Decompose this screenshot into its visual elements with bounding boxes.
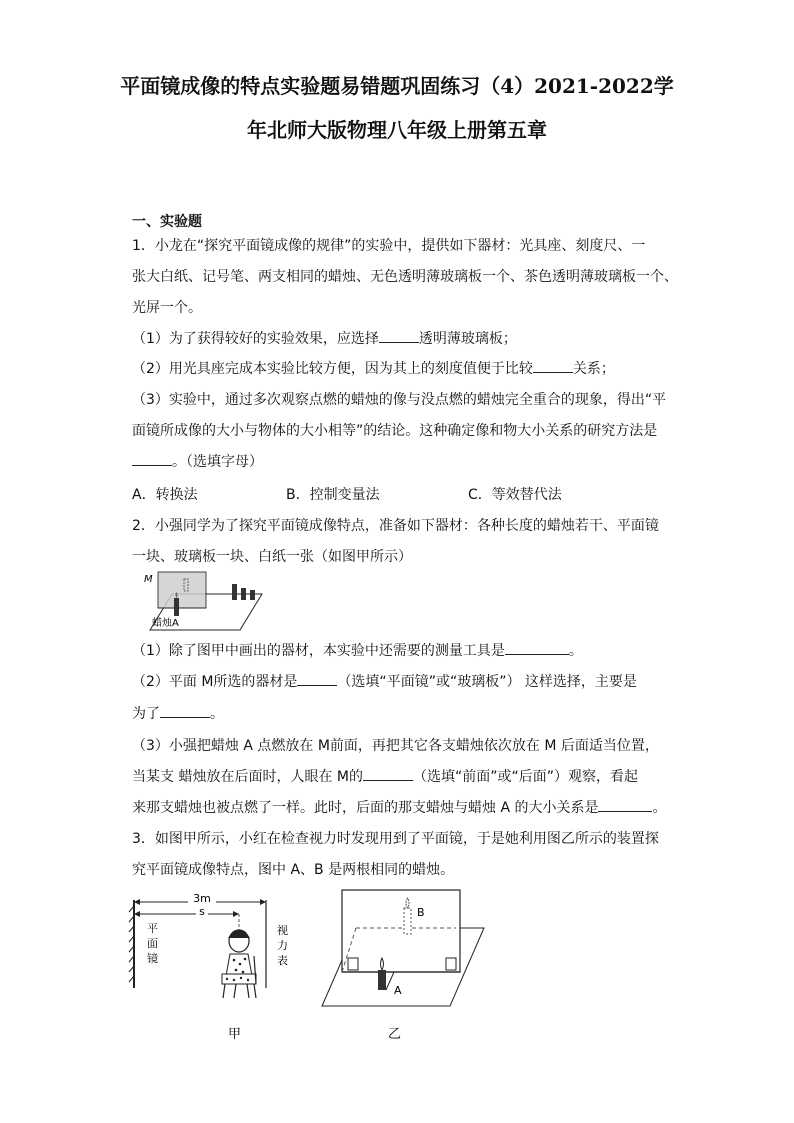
q2-sub-2-text-b: （选填“平面镜”或“玻璃板”） 这样选择，主要是 — [337, 674, 637, 690]
label-chart-char: 视 — [277, 924, 288, 937]
q3-stem-line-2: 究平面镜成像特点，图中 A、B 是两根相同的蜡烛。 — [132, 862, 455, 878]
label-chart-char: 力 — [277, 939, 288, 952]
label-yi: 乙 — [388, 1027, 402, 1042]
stand-right — [446, 958, 456, 970]
glass-plate-m — [158, 572, 206, 608]
arrow-head — [260, 899, 266, 905]
option-c: C．等效替代法 — [468, 487, 562, 503]
q1-options — [132, 484, 562, 504]
label-jia: 甲 — [228, 1027, 242, 1042]
spare-candle — [250, 590, 255, 600]
q1-sub-1 — [132, 328, 517, 348]
q1-stem-line-3: 光屏一个。 — [132, 300, 202, 316]
answer-blank[interactable] — [297, 671, 337, 686]
q2-sub-3-line-3 — [132, 797, 666, 817]
answer-blank[interactable] — [379, 328, 419, 343]
q1-sub-3-line-1: （3）实验中，通过多次观察点燃的蜡烛的像与没点燃的蜡烛完全重合的现象，得出“平 — [132, 392, 667, 408]
q2-sub-2-line-2 — [132, 703, 224, 723]
answer-blank[interactable] — [160, 703, 210, 718]
q1-sub-2 — [132, 358, 615, 378]
candle-a — [174, 598, 179, 616]
q2-sub-2-text-d: 。 — [210, 706, 224, 722]
q2-sub-3-text-c: 来那支蜡烛也被点燃了一样。此时，后面的那支蜡烛与蜡烛 A 的大小关系是 — [132, 800, 599, 816]
q1-sub-3-line-2: 面镜所成像的大小与物体的大小相等”的结论。这种确定像和物大小关系的研究方法是 — [132, 423, 658, 439]
spare-candle — [241, 588, 246, 600]
q2-sub-1-text-b: 。 — [568, 643, 583, 659]
section-heading: 一、实验题 — [132, 214, 202, 230]
label-m: M — [144, 574, 153, 585]
q1-sub-2-text-a: （2）用光具座完成本实验比较方便，因为其上的刻度值便于比较 — [132, 361, 533, 377]
q1-stem-line-2: 张大白纸、记号笔、两支相同的蜡烛、无色透明薄玻璃板一个、茶色透明薄玻璃板一个、 — [132, 269, 678, 285]
q2-sub-1-text-a: （1）除了图甲中画出的器材，本实验中还需要的测量工具是 — [132, 643, 505, 659]
girl-figure — [222, 930, 256, 998]
label-distance: 3m — [193, 892, 211, 905]
q2-sub-3-text-a: 当某支 蜡烛放在后面时，人眼在 M的 — [132, 769, 363, 785]
candle-b — [404, 908, 411, 934]
q2-sub-2-text-a: （2）平面 M所选的器材是 — [132, 674, 298, 690]
flame-icon — [381, 958, 384, 970]
q3-stem-line-1: 3．如图甲所示，小红在检查视力时发现用到了平面镜，于是她利用图乙所示的装置探 — [132, 831, 659, 847]
answer-blank[interactable] — [533, 358, 573, 373]
document-title-line-1: 平面镜成像的特点实验题易错题巩固练习（4）2021-2022学 — [120, 74, 674, 98]
q2-sub-3-line-1: （3）小强把蜡烛 A 点燃放在 M前面，再把其它各支蜡烛依次放在 M 后面适当位置， — [132, 738, 659, 754]
label-chart — [277, 924, 292, 967]
q2-sub-3-text-d: 。 — [652, 800, 667, 816]
label-s: s — [199, 905, 205, 918]
label-chart-char: 表 — [277, 954, 288, 967]
label-candle-a: 蜡烛A — [152, 618, 179, 629]
label-mirror — [147, 922, 162, 965]
q1-sub-1-text-a: （1）为了获得较好的实验效果，应选择 — [132, 331, 379, 347]
label-mirror-char: 面 — [147, 937, 158, 950]
answer-blank[interactable] — [505, 640, 569, 655]
q2-sub-3-line-2 — [132, 766, 638, 786]
figure-q2-jia — [140, 570, 270, 632]
q1-sub-2-text-b: 关系； — [572, 361, 615, 377]
q1-sub-3-line-3 — [132, 451, 263, 471]
q2-stem-line-2: 一块、玻璃板一块、白纸一张（如图甲所示） — [132, 549, 412, 565]
answer-blank[interactable] — [598, 797, 652, 812]
label-b: B — [417, 906, 425, 919]
figure-q3-yi — [316, 886, 491, 1046]
glass-plate — [342, 890, 460, 972]
q2-sub-2-text-c: 为了 — [132, 706, 160, 722]
stand-left — [348, 958, 358, 970]
answer-blank[interactable] — [132, 451, 172, 466]
q1-stem-line-1: 1．小龙在“探究平面镜成像的规律”的实验中，提供如下器材：光具座、刻度尺、一 — [132, 238, 646, 254]
document-title-line-2: 年北师大版物理八年级上册第五章 — [247, 118, 547, 142]
label-mirror-char: 平 — [147, 922, 158, 935]
label-mirror-char: 镜 — [147, 952, 158, 965]
label-a: A — [394, 984, 402, 997]
figure-q3-jia — [126, 886, 296, 1046]
q1-sub-1-text-b: 透明薄玻璃板； — [418, 331, 517, 347]
option-a: A．转换法 — [132, 487, 198, 503]
q2-sub-1 — [132, 640, 583, 660]
q1-sub-3-text: 。（选填字母） — [172, 454, 263, 470]
arrow-head — [233, 911, 239, 917]
q2-sub-2 — [132, 671, 637, 691]
candle-a — [378, 970, 386, 990]
q2-sub-3-text-b: （选填“前面”或“后面”）观察，看起 — [412, 769, 638, 785]
option-b: B．控制变量法 — [286, 487, 380, 503]
spare-candle — [232, 584, 237, 600]
answer-blank[interactable] — [363, 766, 413, 781]
q2-stem-line-1: 2．小强同学为了探究平面镜成像特点，准备如下器材：各种长度的蜡烛若干、平面镜 — [132, 518, 659, 534]
